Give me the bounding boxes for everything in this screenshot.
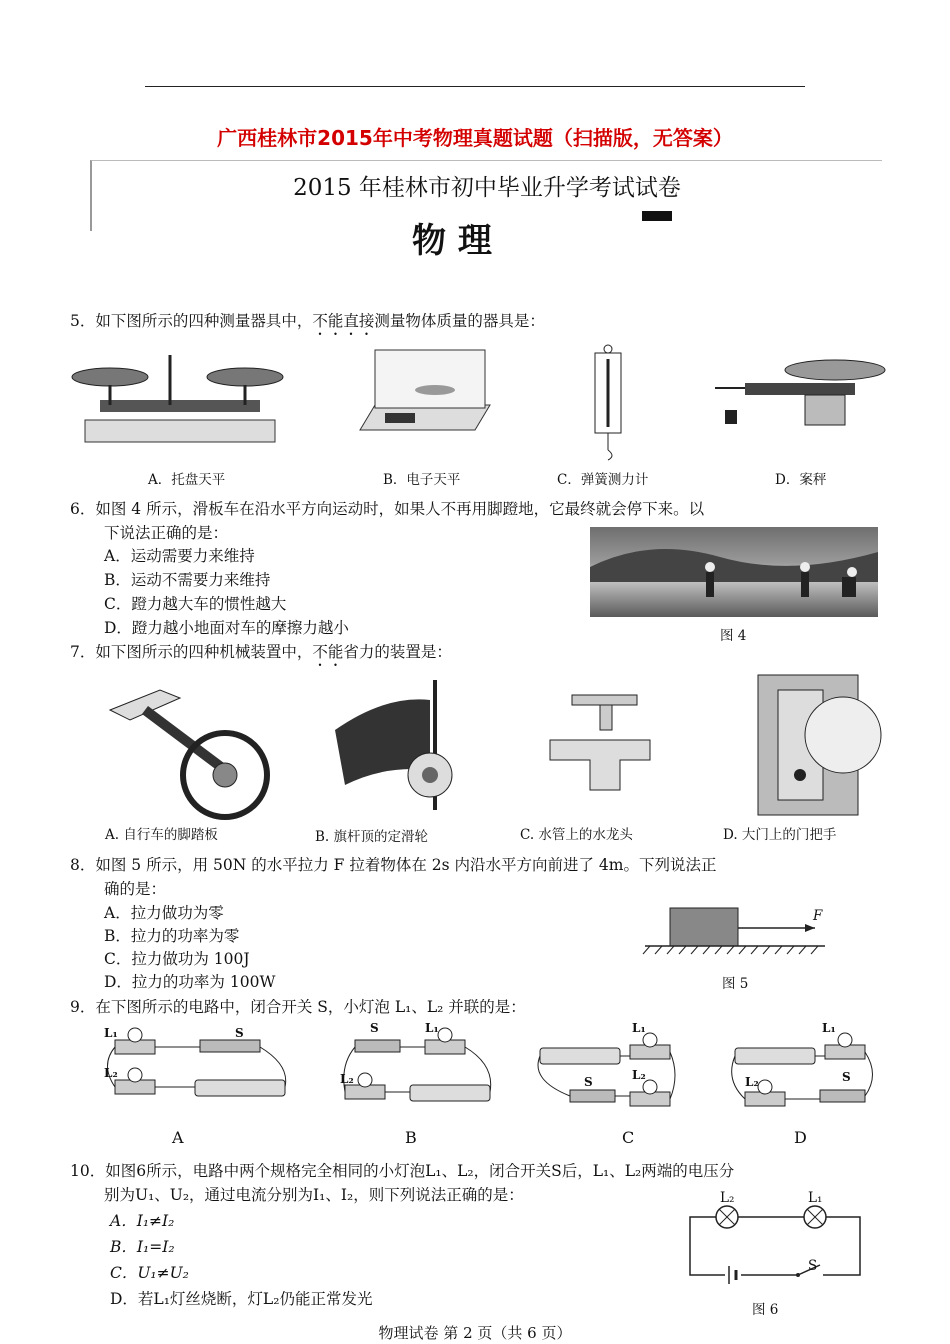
electronic-balance-illustration bbox=[345, 345, 495, 445]
q6-stem: 6．如图 4 所示，滑板车在沿水平方向运动时，如果人不再用脚蹬地，它最终就会停下来。以 bbox=[70, 500, 705, 518]
subject-title: 物 理 bbox=[412, 221, 492, 261]
q10-option-a: A．I₁≠I₂ bbox=[110, 1212, 175, 1230]
q6-option-a: A．运动需要力来维持 bbox=[104, 547, 255, 565]
q6-stem-cont: 下说法正确的是： bbox=[104, 524, 229, 542]
q8-option-b: B．拉力的功率为零 bbox=[104, 927, 240, 945]
q8-stem: 8．如图 5 所示，用 50N 的水平拉力 F 拉着物体在 2s 内沿水平方向前进了 4m。下列说法正 bbox=[70, 856, 717, 874]
figure-4-caption: 图 4 bbox=[720, 628, 747, 644]
q8-option-c: C．拉力做功为 100J bbox=[104, 950, 250, 968]
circuit-d-label: D bbox=[794, 1128, 807, 1147]
faucet-illustration bbox=[530, 690, 670, 810]
figure-6-s: S bbox=[808, 1258, 818, 1274]
q8-option-a: A．拉力做功为零 bbox=[104, 904, 224, 922]
circuit-b-label: B bbox=[405, 1128, 417, 1147]
circuit-c bbox=[530, 1030, 680, 1120]
black-bar bbox=[642, 211, 672, 221]
q5-option-d: D．案秤 bbox=[775, 472, 827, 488]
q5-stem: 5．如下图所示的四种测量器具中，不能直接测量物体质量的器具是： bbox=[70, 312, 545, 330]
circuit-b-l1: L₁ bbox=[425, 1021, 439, 1035]
scooter-photo bbox=[590, 527, 878, 617]
q6-option-b: B．运动不需要力来维持 bbox=[104, 571, 271, 589]
circuit-c-label: C bbox=[622, 1128, 635, 1147]
figure-6-l1: L₁ bbox=[808, 1190, 823, 1206]
circuit-d-s: S bbox=[842, 1070, 851, 1084]
circuit-c-l1: L₁ bbox=[632, 1021, 646, 1035]
q8-stem-cont: 确的是： bbox=[104, 880, 167, 898]
q7-option-a: A. 自行车的脚踏板 bbox=[105, 827, 218, 843]
figure-5-block-diagram bbox=[640, 900, 830, 960]
q10-option-d: D．若L₁灯丝烧断，灯L₂仍能正常发光 bbox=[110, 1290, 373, 1308]
q7-stem: 7．如下图所示的四种机械装置中，不能省力的装置是： bbox=[70, 643, 452, 661]
document-title: 广西桂林市2015年中考物理真题试题（扫描版，无答案） bbox=[217, 126, 733, 150]
force-label: F bbox=[813, 908, 823, 924]
exam-title: 2015 年桂林市初中毕业升学考试试卷 bbox=[293, 175, 681, 201]
figure-5-caption: 图 5 bbox=[722, 976, 749, 992]
spring-scale-illustration bbox=[590, 345, 630, 463]
q10-stem-cont: 别为U₁、U₂，通过电流分别为I₁、I₂，则下列说法正确的是： bbox=[104, 1186, 524, 1204]
page-footer: 物理试卷 第 2 页（共 6 页） bbox=[378, 1324, 572, 1342]
q5-option-b: B．电子天平 bbox=[383, 472, 461, 488]
q10-option-c: C．U₁≠U₂ bbox=[110, 1264, 189, 1282]
circuit-b bbox=[335, 1025, 495, 1115]
platform-scale-illustration bbox=[705, 358, 890, 438]
top-rule bbox=[145, 86, 805, 87]
q10-stem: 10．如图6所示，电路中两个规格完全相同的小灯泡L₁、L₂，闭合开关S后，L₁、L₂两端的电压分 bbox=[70, 1162, 735, 1180]
q7-option-c: C. 水管上的水龙头 bbox=[520, 827, 633, 843]
q10-option-b: B．I₁=I₂ bbox=[110, 1238, 175, 1256]
circuit-a-s: S bbox=[235, 1026, 244, 1040]
circuit-a-l2: L₂ bbox=[104, 1066, 118, 1080]
figure-6-circuit bbox=[685, 1195, 870, 1290]
circuit-c-s: S bbox=[584, 1075, 593, 1089]
q7-option-b: B. 旗杆顶的定滑轮 bbox=[315, 829, 429, 845]
pan-balance-illustration bbox=[70, 345, 280, 450]
circuit-a-label: A bbox=[172, 1128, 184, 1147]
q7-option-d: D. 大门上的门把手 bbox=[723, 827, 837, 843]
flagpole-pulley-illustration bbox=[325, 675, 475, 815]
q5-option-c: C．弹簧测力计 bbox=[557, 472, 649, 488]
bicycle-pedal-illustration bbox=[100, 680, 270, 820]
circuit-d-l2: L₂ bbox=[745, 1075, 759, 1089]
circuit-c-l2: L₂ bbox=[632, 1068, 646, 1082]
q5-option-a: A．托盘天平 bbox=[148, 472, 226, 488]
q6-option-c: C．蹬力越大车的惯性越大 bbox=[104, 595, 287, 613]
q8-option-d: D．拉力的功率为 100W bbox=[104, 973, 276, 991]
figure-6-l2: L₂ bbox=[720, 1190, 735, 1206]
circuit-a bbox=[100, 1025, 290, 1115]
exam-banner bbox=[90, 160, 882, 261]
circuit-a-l1: L₁ bbox=[104, 1026, 118, 1040]
circuit-b-s: S bbox=[370, 1021, 379, 1035]
q6-option-d: D．蹬力越小地面对车的摩擦力越小 bbox=[104, 619, 349, 637]
door-handle-illustration bbox=[748, 670, 888, 820]
circuit-b-l2: L₂ bbox=[340, 1072, 354, 1086]
figure-6-caption: 图 6 bbox=[752, 1302, 779, 1318]
q9-stem: 9．在下图所示的电路中，闭合开关 S，小灯泡 L₁、L₂ 并联的是： bbox=[70, 998, 526, 1016]
circuit-d-l1: L₁ bbox=[822, 1021, 836, 1035]
